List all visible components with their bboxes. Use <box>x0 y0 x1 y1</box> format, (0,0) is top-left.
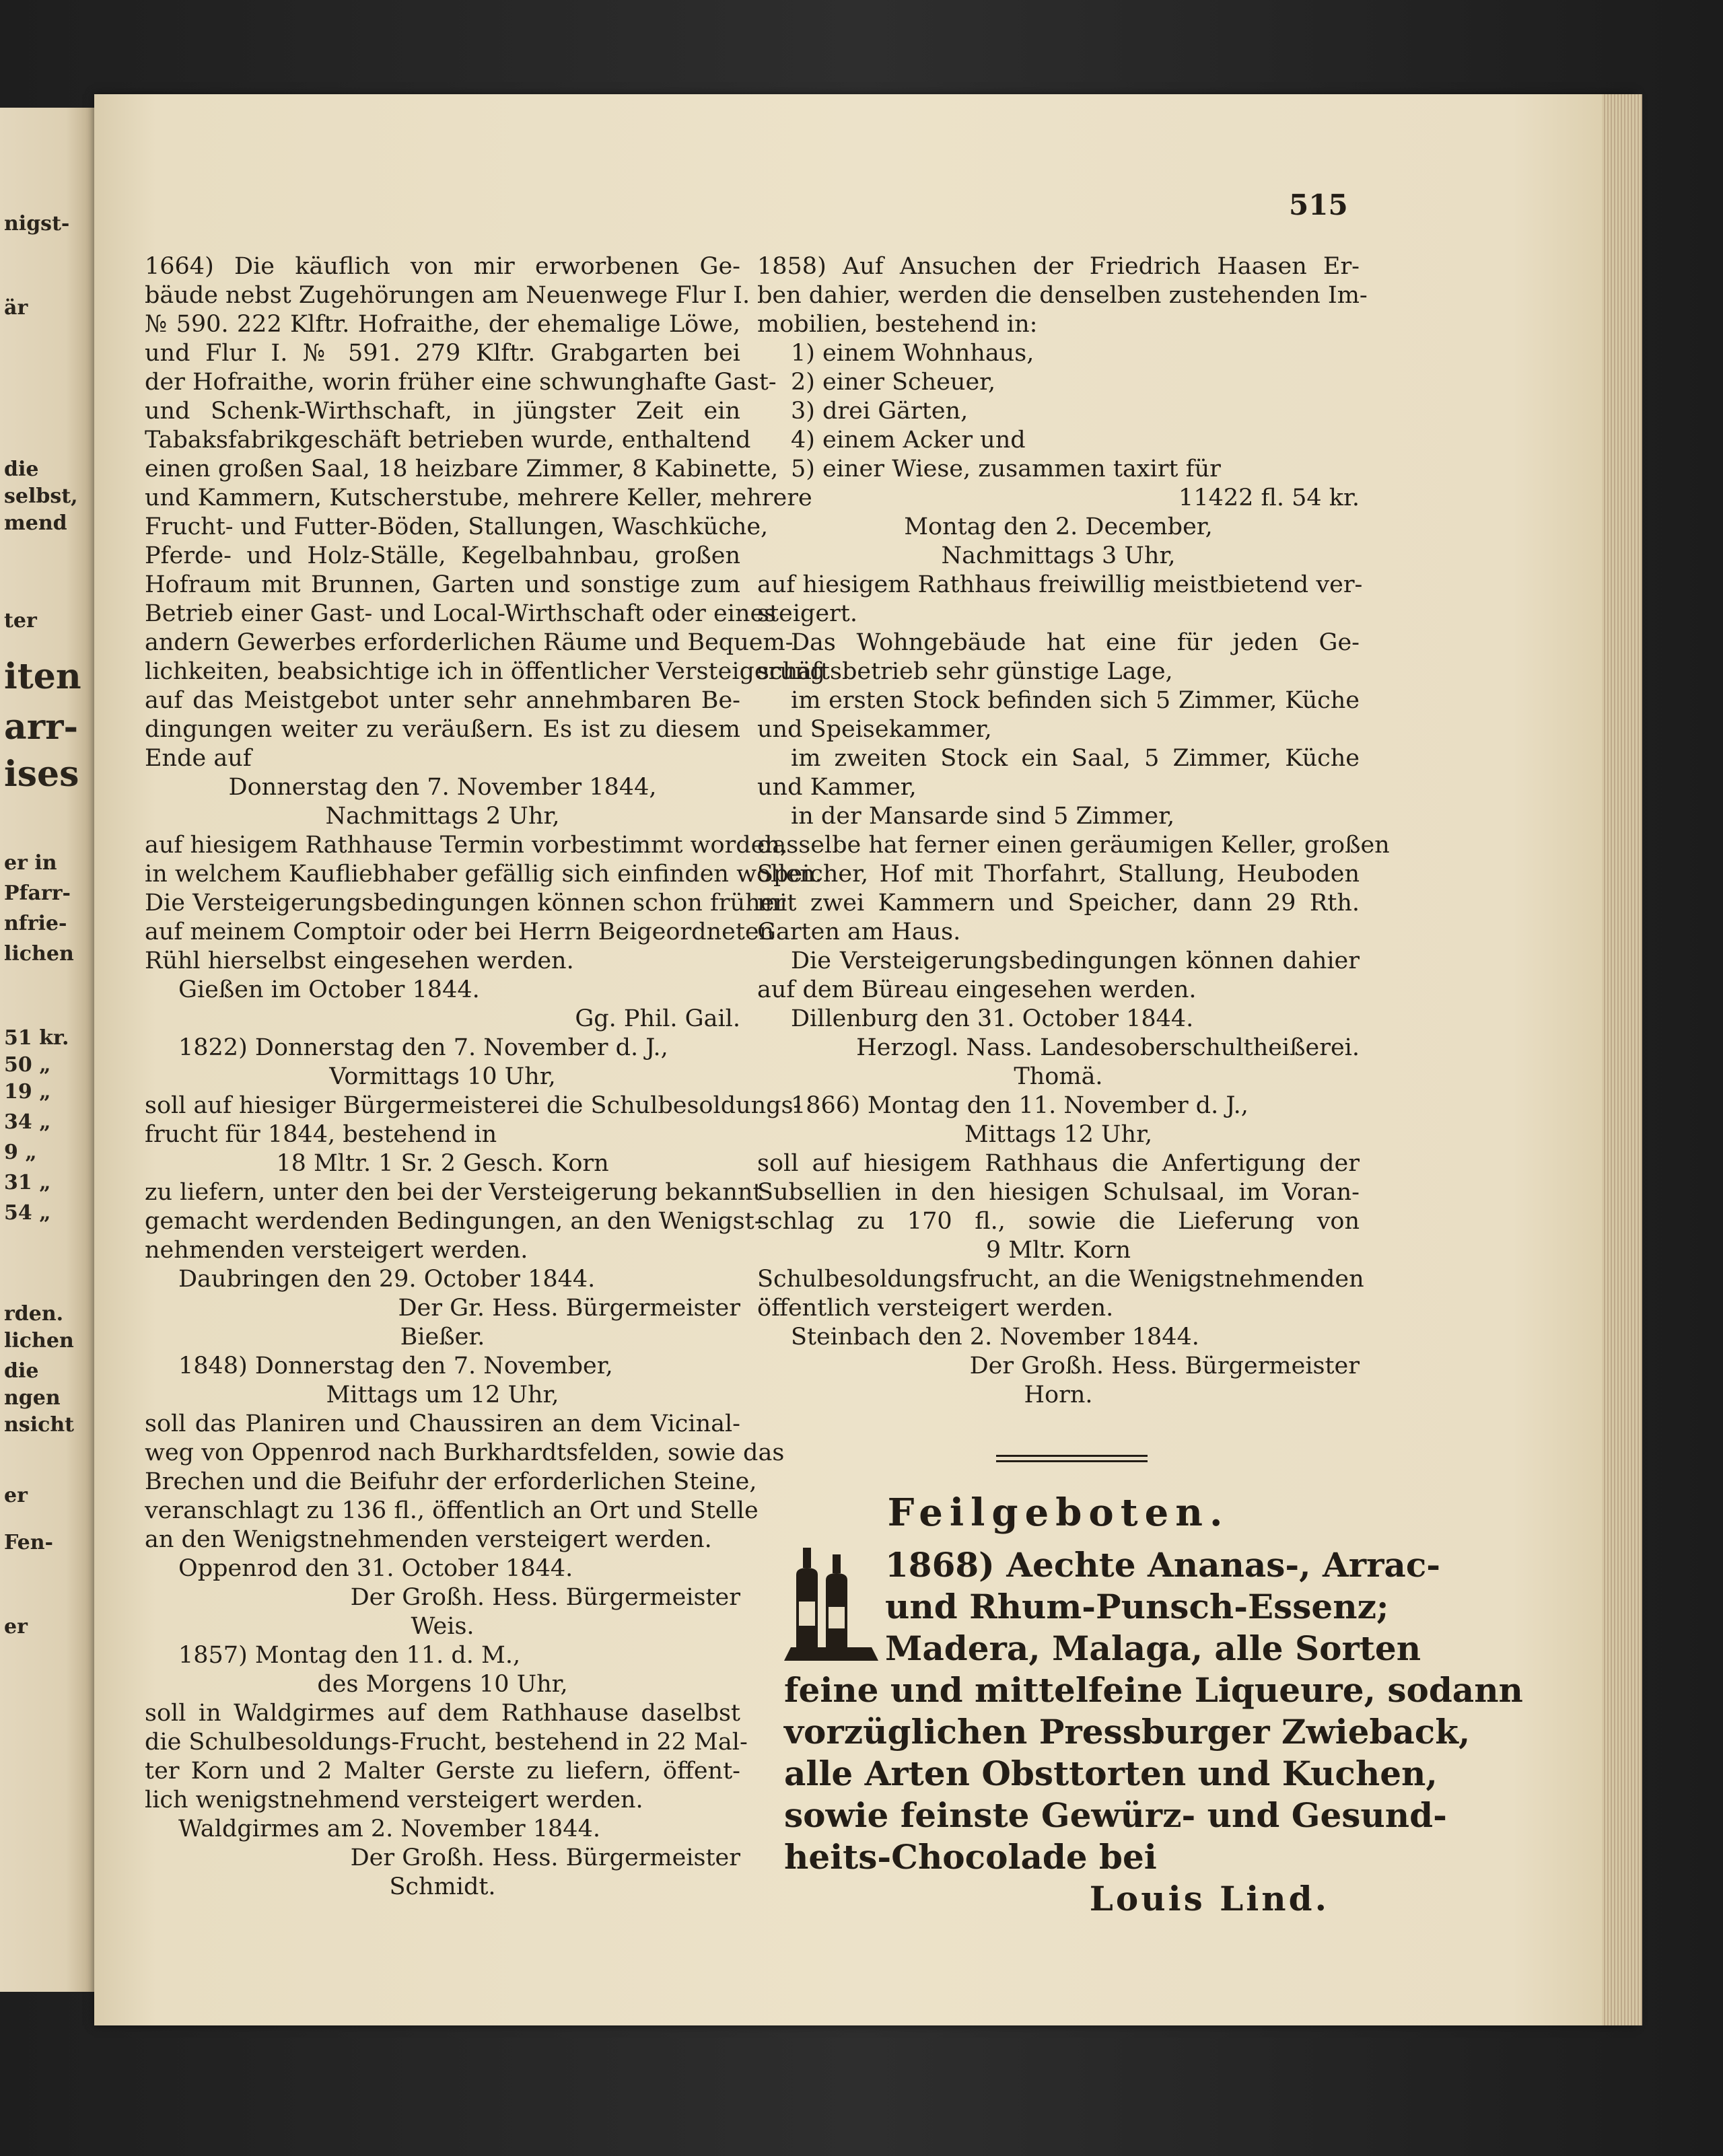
text-line: andern Gewerbes erforderlichen Räume und Bequem- <box>145 629 794 656</box>
text-line: öffentlich versteigert werden. <box>757 1295 1114 1322</box>
text-line: Der Großh. Hess. Bürgermeister <box>969 1353 1360 1379</box>
text-line: im ersten Stock befinden sich 5 Zimmer, Küche <box>791 687 1360 714</box>
left-page-fragment: er <box>4 1615 28 1639</box>
text-line: sowie feinste Gewürz- und Gesund- <box>784 1795 1447 1835</box>
text-line: Der Gr. Hess. Bürgermeister <box>398 1295 740 1322</box>
text-line: soll auf hiesiger Bürgermeisterei die Schulbesoldungs- <box>145 1092 802 1119</box>
text-line: und Rhum-Punsch-Essenz; <box>885 1587 1389 1626</box>
text-line: feine und mittelfeine Liqueure, sodann <box>784 1670 1523 1710</box>
left-page-fragment: er <box>4 1484 28 1507</box>
left-page-fragment: nsicht <box>4 1413 75 1437</box>
text-line: in der Mansarde sind 5 Zimmer, <box>791 803 1175 830</box>
text-line: Schulbesoldungsfrucht, an die Wenigstnehmenden <box>757 1266 1364 1293</box>
text-line: 2) einer Scheuer, <box>791 369 996 396</box>
text-line: Rühl hierselbst eingesehen werden. <box>145 947 574 974</box>
text-line: des Morgens 10 Uhr, <box>317 1671 568 1698</box>
text-line: Brechen und die Beifuhr der erforderlichen Steine, <box>145 1468 757 1495</box>
text-line: schlag zu 170 fl., sowie die Lieferung von <box>757 1208 1360 1235</box>
text-line: und Schenk-Wirthschaft, in jüngster Zeit ein <box>145 398 740 425</box>
left-page-fragment: Pfarr- <box>4 882 71 905</box>
left-page-fragment: Fen- <box>4 1531 54 1554</box>
text-line: steigert. <box>757 600 857 627</box>
text-line: dingungen weiter zu veräußern. Es ist zu diesem <box>145 716 740 743</box>
text-line: Waldgirmes am 2. November 1844. <box>178 1816 600 1842</box>
text-line: Madera, Malaga, alle Sorten <box>885 1628 1421 1668</box>
text-line: Mittags 12 Uhr, <box>964 1121 1153 1148</box>
text-line: dasselbe hat ferner einen geräumigen Keller, großen <box>757 832 1390 859</box>
text-line: auf das Meistgebot unter sehr annehmbaren Be- <box>145 687 740 714</box>
text-line: der Hofraithe, worin früher eine schwunghafte Gast- <box>145 369 777 396</box>
text-line: und Kammern, Kutscherstube, mehrere Keller, mehrere <box>145 484 812 511</box>
text-line: Steinbach den 2. November 1844. <box>791 1324 1199 1351</box>
page-stack-edge <box>1602 94 1642 2025</box>
advertisement <box>784 1544 1523 1920</box>
text-line: nehmenden versteigert werden. <box>145 1237 528 1264</box>
left-page-fragment: 50 „ <box>4 1053 51 1077</box>
left-page-fragment: 31 „ <box>4 1171 51 1194</box>
text-line: zu liefern, unter den bei der Versteigerung bekannt <box>145 1179 763 1206</box>
left-page-fragment: ter <box>4 609 37 633</box>
text-line: im zweiten Stock ein Saal, 5 Zimmer, Küche <box>791 745 1360 772</box>
text-line: 1868) Aechte Ananas-, Arrac- <box>885 1545 1441 1585</box>
text-line: Donnerstag den 7. November 1844, <box>228 774 657 801</box>
column-left <box>145 252 825 1902</box>
text-line: 5) einer Wiese, zusammen taxirt für <box>791 456 1221 482</box>
section-rule-bottom <box>996 1460 1148 1462</box>
text-line: Dillenburg den 31. October 1844. <box>791 1005 1194 1032</box>
text-line: Louis Lind. <box>1089 1879 1329 1918</box>
text-line: 4) einem Acker und <box>791 427 1026 454</box>
section-heading: Feilgeboten. <box>887 1490 1230 1535</box>
text-line: № 590. 222 Klftr. Hofraithe, der ehemalige Löwe, <box>145 311 740 338</box>
text-line: 1866) Montag den 11. November d. J., <box>791 1092 1249 1119</box>
left-page-fragment: arr- <box>4 707 79 748</box>
text-line: soll das Planiren und Chaussiren an dem Vicinal- <box>145 1410 740 1437</box>
text-line: und Flur I. № 591. 279 Klftr. Grabgarten bei <box>145 340 740 367</box>
text-line: Betrieb einer Gast- und Local-Wirthschaft oder eines <box>145 600 777 627</box>
text-line: Montag den 2. December, <box>904 513 1213 540</box>
text-line: an den Wenigstnehmenden versteigert werden. <box>145 1526 712 1553</box>
text-line: Ende auf <box>145 745 252 772</box>
left-page-fragment: ngen <box>4 1386 61 1410</box>
text-line: 1822) Donnerstag den 7. November d. J., <box>178 1034 668 1061</box>
text-line: in welchem Kaufliebhaber gefällig sich einfinden wollen. <box>145 861 822 888</box>
left-page-fragment: 19 „ <box>4 1080 51 1104</box>
left-page-fragment: nfrie- <box>4 912 67 935</box>
text-line: Die Versteigerungsbedingungen können dahier <box>791 947 1360 974</box>
text-line: heits-Chocolade bei <box>784 1837 1157 1877</box>
left-page-fragment: er in <box>4 851 57 875</box>
left-page-fragment: iten <box>4 656 81 697</box>
page-number: 515 <box>1289 188 1348 221</box>
text-line: vorzüglichen Pressburger Zwieback, <box>784 1712 1471 1752</box>
text-line: auf hiesigem Rathhause Termin vorbestimmt worden, <box>145 832 788 859</box>
text-line: soll in Waldgirmes auf dem Rathhause daselbst <box>145 1700 740 1727</box>
text-line: Hofraum mit Brunnen, Garten und sonstige zum <box>145 571 740 598</box>
text-line: einen großen Saal, 18 heizbare Zimmer, 8 Kabinette, <box>145 456 779 482</box>
text-line: Schmidt. <box>389 1873 496 1900</box>
text-line: Der Großh. Hess. Bürgermeister <box>350 1844 740 1871</box>
text-line: schäftsbetrieb sehr günstige Lage, <box>757 658 1173 685</box>
text-line: mobilien, bestehend in: <box>757 311 1038 338</box>
left-page-fragment: 34 „ <box>4 1110 51 1134</box>
text-line: 1857) Montag den 11. d. M., <box>178 1642 521 1669</box>
left-page-fragment: nigst- <box>4 212 70 236</box>
left-page-edge <box>0 108 94 1992</box>
text-line: Frucht- und Futter-Böden, Stallungen, Waschküche, <box>145 513 769 540</box>
left-page-fragment: ises <box>4 754 79 795</box>
left-page-fragment: selbst, <box>4 484 78 508</box>
text-line: Tabaksfabrikgeschäft betrieben wurde, enthaltend <box>145 427 751 454</box>
text-line: ter Korn und 2 Malter Gerste zu liefern, öffent- <box>145 1758 740 1785</box>
text-line: frucht für 1844, bestehend in <box>145 1121 497 1148</box>
text-line: Der Großh. Hess. Bürgermeister <box>350 1584 740 1611</box>
left-page-fragment: die <box>4 1359 39 1383</box>
text-line: Herzogl. Nass. Landesoberschultheißerei. <box>856 1034 1360 1061</box>
text-line: 18 Mltr. 1 Sr. 2 Gesch. Korn <box>276 1150 609 1177</box>
text-line: ben dahier, werden die denselben zustehenden Im- <box>757 282 1368 309</box>
text-line: und Speisekammer, <box>757 716 992 743</box>
text-line: Mittags um 12 Uhr, <box>326 1381 559 1408</box>
text-line: Daubringen den 29. October 1844. <box>178 1266 596 1293</box>
text-line: alle Arten Obsttorten und Kuchen, <box>784 1754 1438 1793</box>
left-page-fragment: 54 „ <box>4 1201 51 1225</box>
text-line: Weis. <box>411 1613 474 1640</box>
text-line: Pferde- und Holz-Ställe, Kegelbahnbau, großen <box>145 542 740 569</box>
left-page-fragment: lichen <box>4 1329 74 1353</box>
text-line: Thomä. <box>1014 1063 1103 1090</box>
text-line: Oppenrod den 31. October 1844. <box>178 1555 573 1582</box>
text-line: Nachmittags 2 Uhr, <box>325 803 560 830</box>
text-line: Vormittags 10 Uhr, <box>329 1063 556 1090</box>
text-line: weg von Oppenrod nach Burkhardtsfelden, sowie das <box>145 1439 785 1466</box>
text-line: veranschlagt zu 136 fl., öffentlich an Ort und Stelle <box>145 1497 759 1524</box>
text-line: 11422 fl. 54 kr. <box>1179 484 1360 511</box>
text-line: Das Wohngebäude hat eine für jeden Ge- <box>791 629 1360 656</box>
left-page-fragment: är <box>4 296 28 320</box>
text-line: Nachmittags 3 Uhr, <box>941 542 1176 569</box>
text-line: Garten am Haus. <box>757 919 961 945</box>
text-line: lichkeiten, beabsichtige ich in öffentlicher Versteigerung <box>145 658 825 685</box>
left-page-fragment: lichen <box>4 942 74 966</box>
text-line: 1664) Die käuflich von mir erworbenen Ge- <box>145 253 740 280</box>
text-line: bäude nebst Zugehörungen am Neuenwege Flur I. <box>145 282 750 309</box>
text-line: mit zwei Kammern und Speicher, dann 29 Rth. <box>757 890 1360 917</box>
text-line: auf dem Büreau eingesehen werden. <box>757 976 1197 1003</box>
text-line: 1) einem Wohnhaus, <box>791 340 1034 367</box>
left-page-fragment: 9 „ <box>4 1141 37 1164</box>
text-line: 3) drei Gärten, <box>791 398 969 425</box>
left-page-fragment: die <box>4 458 39 481</box>
column-right <box>757 252 1390 1410</box>
text-line: und Kammer, <box>757 774 917 801</box>
text-line: Subsellien in den hiesigen Schulsaal, im Voran- <box>757 1179 1360 1206</box>
text-line: Gg. Phil. Gail. <box>575 1005 740 1032</box>
left-page-fragment: mend <box>4 511 67 535</box>
section-rule-top <box>996 1455 1148 1457</box>
text-line: Die Versteigerungsbedingungen können schon früher <box>145 890 786 917</box>
text-line: 1848) Donnerstag den 7. November, <box>178 1353 613 1379</box>
text-line: gemacht werdenden Bedingungen, an den Wenigst- <box>145 1208 763 1235</box>
left-page-fragment: rden. <box>4 1302 64 1326</box>
text-line: 1858) Auf Ansuchen der Friedrich Haasen Er- <box>757 253 1360 280</box>
text-line: Horn. <box>1024 1381 1093 1408</box>
text-line: lich wenigstnehmend versteigert werden. <box>145 1787 643 1813</box>
text-line: Speicher, Hof mit Thorfahrt, Stallung, Heuboden <box>757 861 1360 888</box>
left-page-fragment: 51 kr. <box>4 1026 69 1050</box>
text-line: soll auf hiesigem Rathhaus die Anfertigung der <box>757 1150 1360 1177</box>
text-line: Gießen im October 1844. <box>178 976 480 1003</box>
text-line: Bießer. <box>400 1324 485 1351</box>
text-line: auf hiesigem Rathhaus freiwillig meistbietend ver- <box>757 571 1363 598</box>
text-line: auf meinem Comptoir oder bei Herrn Beigeordneten <box>145 919 775 945</box>
text-line: die Schulbesoldungs-Frucht, bestehend in 22 Mal- <box>145 1729 748 1756</box>
text-line: 9 Mltr. Korn <box>985 1237 1131 1264</box>
